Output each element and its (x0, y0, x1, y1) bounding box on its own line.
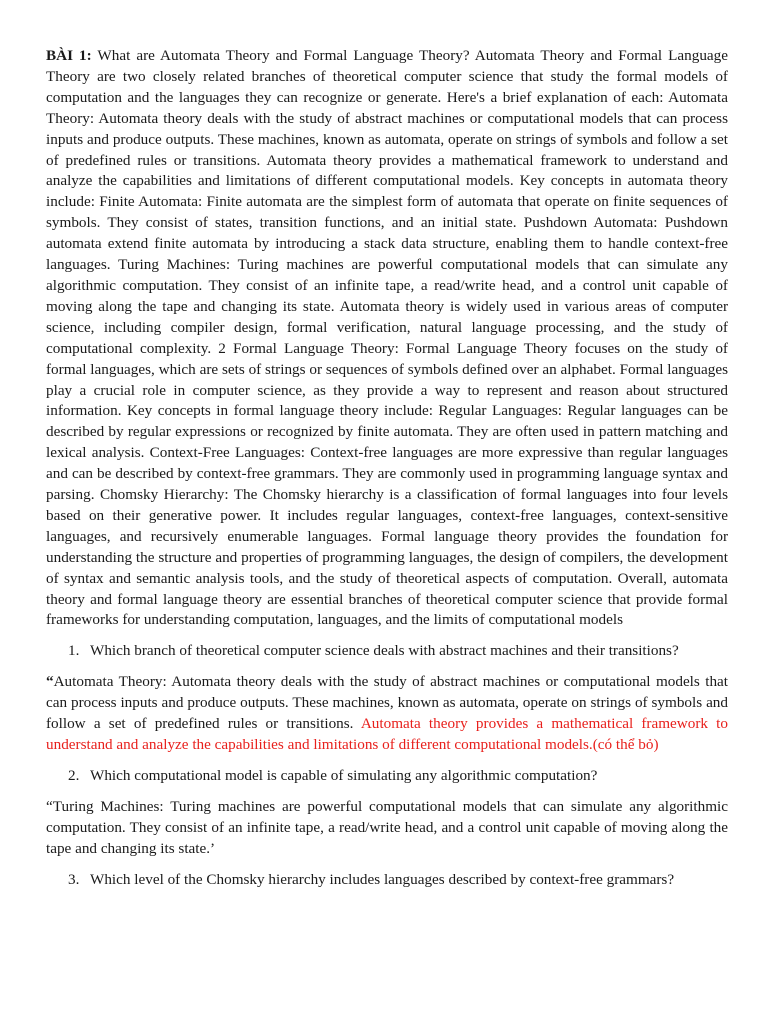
answer-1 (46, 672, 728, 756)
question-1 (46, 641, 728, 662)
answer-1-text: Automata Theory: Automata theory deals with the study of abstract machines or computational models that can process inputs and produce outputs. These machines, known as automata, operate on strings of symbols and follow a set of predefined rules or transitions. (46, 673, 728, 733)
answer-2 (46, 797, 728, 860)
question-2-number: 2. (68, 766, 80, 784)
answer-1-open-quote: “ (46, 673, 54, 691)
question-3 (46, 870, 728, 891)
question-2-text: Which computational model is capable of simulating any algorithmic computation? (90, 766, 598, 784)
answer-1-red-text: Automata theory provides a mathematical framework to understand and analyze the capabilities and limitations of different computational models.(có thể bỏ) (46, 715, 728, 753)
intro-paragraph (46, 46, 728, 631)
question-1-number: 1. (68, 642, 80, 660)
exercise-label: BÀI 1: (46, 47, 92, 64)
answer-2-text: “Turing Machines: Turing machines are powerful computational models that can simulate any algorithmic computation. They consist of an infinite tape, a read/write head, and a control unit capable of moving along the tape and changing its state.’ (46, 797, 728, 857)
question-2 (46, 766, 728, 787)
intro-text: What are Automata Theory and Formal Language Theory? Automata Theory and Formal Language Theory are two closely related branches of theoretical computer science that study the formal models of computation and the languages they can recognize or generate. Here's a brief explanation of each: Automata Theory: Automata theory deals with the study of abstract machines or computational models that can process inputs and produce outputs. These machines, known as automata, operate on strings of symbols and follow a set of predefined rules or transitions. Automata theory provides a mathematical framework to understand and analyze the capabilities and limitations of different computational models. Key concepts in automata theory include: Finite Automata: Finite automata are the simplest form of automata that operate on finite sequences of symbols. They consist of states, transition functions, and an initial state. Pushdown Automata: Pushdown automata extend finite automata by introducing a stack data structure, enabling them to handle context-free languages. Turing Machines: Turing machines are powerful computational models that can simulate any algorithmic computation. They consist of an infinite tape, a read/write head, and a control unit capable of moving along the tape and changing its state. Automata theory is widely used in various areas of computer science, including compiler design, formal verification, natural language processing, and the study of computational complexity. 2 Formal Language Theory: Formal Language Theory focuses on the study of formal languages, which are sets of strings or sequences of symbols defined over an alphabet. Formal languages play a crucial role in computer science, as they provide a way to represent and reason about structured information. Key concepts in formal language theory include: Regular Languages: Regular languages can be described by regular expressions or recognized by finite automata. They are often used in pattern matching and lexical analysis. Context-Free Languages: Context-free languages are more expressive than regular languages and can be described by context-free grammars. They are commonly used in programming language syntax and parsing. Chomsky Hierarchy: The Chomsky hierarchy is a classification of formal languages into four levels based on their generative power. It includes regular languages, context-free languages, context-sensitive languages, and recursively enumerable languages. Formal language theory provides the foundation for understanding the structure and properties of programming languages, the design of compilers, the development of syntax and semantic analysis tools, and the study of theoretical aspects of computation. Overall, automata theory and formal language theory are essential branches of theoretical computer science that provide formal frameworks for understanding computation, languages, and the limits of computational models (46, 47, 728, 629)
question-3-text: Which level of the Chomsky hierarchy includes languages described by context-free grammars? (90, 870, 675, 888)
question-1-text: Which branch of theoretical computer science deals with abstract machines and their transitions? (90, 642, 679, 660)
question-3-number: 3. (68, 870, 80, 888)
